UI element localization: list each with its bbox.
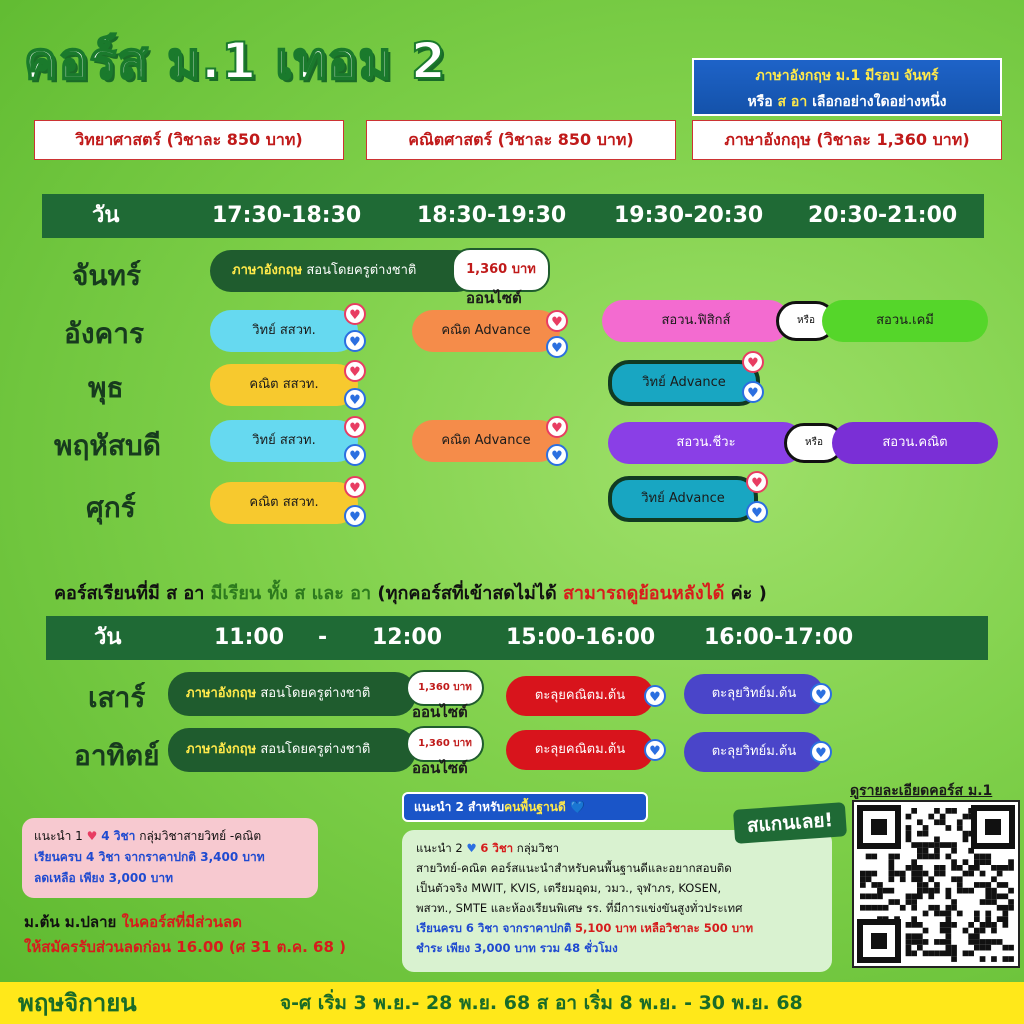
blue-heart-icon: ♥ [810,741,832,763]
day-thursday: พฤหัสบดี [54,429,161,462]
heart-icon: ♥ [742,351,764,373]
english-price-tag: 1,360 บาท [452,248,550,292]
rec2-normal-price: 5,100 บาท [574,921,637,935]
header-day: วัน [94,625,122,650]
blue-heart-icon: ♥ [742,381,764,403]
heart-icon: ♥ [86,829,98,843]
header-slot-2: 18:30-19:30 [417,203,567,228]
sci-adv-wed[interactable]: วิทย์ Advance [608,360,760,406]
heart-icon: ♥ [344,360,366,382]
weekend-note-b: มีเรียน ทั้ง ส และ อา [210,583,372,604]
math-posn-wed[interactable]: คณิต สสวท. [210,364,358,406]
header-slot-2: 12:00 [372,625,443,650]
header-dash: - [318,625,328,650]
day-tuesday: อังคาร [64,317,144,350]
rec2-group: กลุ่มวิชา [516,841,560,855]
class-subject: ภาษาอังกฤษ [186,686,257,701]
blue-heart-icon: ♥ [746,501,768,523]
math-posn-fri[interactable]: คณิต สสวท. [210,482,358,524]
rec2-tag-text: แนะนำ 2 สำหรับ [414,800,505,814]
blue-heart-icon: ♥ [344,330,366,352]
page-title: คอร์ส ม.1 เทอม 2 [24,32,447,90]
posn-math-thu[interactable]: สอวน.คณิต [832,422,998,464]
english-sunday-class[interactable] [168,728,416,772]
rec2-desc-2: เป็นตัวจริง MWIT, KVIS, เตรียมอุดม, วมว., จุฬาภร, KOSEN, [416,881,722,895]
blue-heart-icon: ♥ [644,685,666,707]
rec2-desc-3: พสวท., SMTE และห้องเรียนพิเศษ รร. ที่มีการแข่งขันสูงทั่วประเทศ [416,901,743,915]
sci-adv-fri[interactable]: วิทย์ Advance [608,476,758,522]
heart-icon: ♥ [746,471,768,493]
day-monday: จันทร์ [72,259,142,292]
english-price-tag: 1,360 บาท [406,726,484,762]
weekend-note-a: คอร์สเรียนที่มี ส อา [54,583,205,604]
day-friday: ศุกร์ [86,491,136,524]
rec1-final-price: เพียง 3,000 บาท [79,871,174,885]
rec2-pay: ชำระ [416,941,443,955]
math-adv-tue[interactable]: คณิต Advance [412,310,560,352]
recommendation-1 [22,818,318,898]
class-teacher: สอนโดยครูต่างชาติ [260,686,371,701]
weekday-schedule-header [42,194,984,238]
heart-icon: ♥ [546,416,568,438]
heart-icon: ♥ [344,476,366,498]
weekend-note-d: สามารถดูย้อนหลังได้ [562,583,725,604]
sci-posn-thu[interactable]: วิทย์ สสวท. [210,420,358,462]
class-subject: ภาษาอังกฤษ [186,742,257,757]
header-day: วัน [92,203,120,228]
weekend-note-c: (ทุกคอร์สที่เข้าสดไม่ได้ [377,583,557,604]
class-teacher: สอนโดยครูต่างชาติ [260,742,371,757]
heart-icon: ♥ [546,310,568,332]
weekend-note-e: ค่ะ ) [730,583,767,604]
blue-heart-icon: 💙 [569,800,585,814]
blue-heart-icon: ♥ [466,841,477,855]
month-label: พฤษจิกายน [18,989,137,1017]
rec1-group: กลุ่มวิชาสายวิทย์ -คณิต [139,829,262,843]
rec2-normal: เรียนครบ 6 วิชา จากราคาปกติ [416,921,572,935]
note-sat-sun: ส อา [777,94,808,110]
onsite-label: ออนไซต์ [412,759,468,777]
rec2-desc-1: สายวิทย์-คณิต คอร์สแนะนำสำหรับคนพื้นฐานดีและอยากสอบติด [416,861,732,875]
rec2-per-subject: เหลือวิชาละ 500 บาท [640,921,754,935]
math-price: คณิตศาสตร์ (วิชาละ 850 บาท) [366,120,676,160]
qr-code[interactable] [852,800,1020,968]
blue-heart-icon: ♥ [546,444,568,466]
class-subject: ภาษาอังกฤษ [232,263,303,278]
english-monday-class[interactable] [210,250,478,292]
rec1-title: แนะนำ 1 [34,829,83,843]
english-price-tag: 1,360 บาท [406,670,484,706]
header-slot-1: 17:30-18:30 [212,203,362,228]
or-badge: หรือ [776,301,836,341]
sale-deadline: ให้สมัครรับส่วนลดก่อน 16.00 (ศ 31 ต.ค. 68 ) [24,938,346,956]
class-teacher: สอนโดยครูต่างชาติ [306,263,417,278]
header-slot-1: 11:00 [214,625,285,650]
header-slot-4: 16:00-17:00 [704,625,854,650]
heart-icon: ♥ [344,303,366,325]
posn-physics-tue[interactable]: สอวน.ฟิสิกส์ [602,300,790,342]
rec1-normal-price: เรียนครบ 4 วิชา จากราคาปกติ 3,400 บาท [34,850,265,864]
rec2-count: 6 วิชา [480,841,514,855]
tutor-sci-sat[interactable]: ตะลุยวิทย์ม.ต้น [684,674,824,714]
day-sunday: อาทิตย์ [74,739,160,772]
qr-label[interactable]: ดูรายละเอียดคอร์ส ม.1 [850,783,993,799]
posn-bio-thu[interactable]: สอวน.ชีวะ [608,422,804,464]
math-adv-thu[interactable]: คณิต Advance [412,420,560,462]
blue-heart-icon: ♥ [344,444,366,466]
header-slot-4: 20:30-21:00 [808,203,958,228]
blue-heart-icon: ♥ [810,683,832,705]
footer-bar [0,982,1024,1024]
rec2-final: เพียง 3,000 บาท รวม 48 ชั่วโมง [446,941,618,955]
heart-icon: ♥ [344,416,366,438]
discount-note [24,910,346,960]
rec1-count: 4 วิชา [101,829,136,843]
onsite-label: ออนไซต์ [412,703,468,721]
note-monday: จันทร์ [904,68,939,84]
rec1-reduced: ลดเหลือ [34,871,76,885]
rec2-title: แนะนำ 2 [416,841,463,855]
english-round-note [692,58,1002,116]
header-slot-3: 15:00-16:00 [506,625,656,650]
scan-now-label: สแกนเลย! [733,802,847,844]
header-slot-3: 19:30-20:30 [614,203,764,228]
day-wednesday: พุธ [88,371,124,404]
rec2-tag-highlight: คนพื้นฐานดี [504,800,566,814]
blue-heart-icon: ♥ [344,388,366,410]
note-or: หรือ [747,94,773,110]
blue-heart-icon: ♥ [344,505,366,527]
day-saturday: เสาร์ [88,681,146,714]
posn-chem-tue[interactable]: สอวน.เคมี [822,300,988,342]
note-text: ภาษาอังกฤษ ม.1 มีรอบ [755,68,900,84]
recommendation-2-tag [402,792,648,822]
weekend-schedule-header [46,616,988,660]
english-saturday-class[interactable] [168,672,416,716]
date-range: จ-ศ เริ่ม 3 พ.ย.- 28 พ.ย. 68 ส อา เริ่ม 8 พ.ย. - 30 พ.ย. 68 [280,992,803,1014]
english-price: ภาษาอังกฤษ (วิชาละ 1,360 บาท) [692,120,1002,160]
tutor-math-sun[interactable]: ตะลุยคณิตม.ต้น [506,730,654,770]
recommendation-2 [402,830,832,972]
tutor-sci-sun[interactable]: ตะลุยวิทย์ม.ต้น [684,732,824,772]
sale-courses: ในคอร์สที่มีส่วนลด [121,913,242,931]
sale-levels: ม.ต้น ม.ปลาย [24,913,117,931]
blue-heart-icon: ♥ [546,336,568,358]
note-choose: เลือกอย่างใดอย่างหนึ่ง [812,94,947,110]
science-price: วิทยาศาสตร์ (วิชาละ 850 บาท) [34,120,344,160]
sci-posn-tue[interactable]: วิทย์ สสวท. [210,310,358,352]
onsite-label: ออนไซต์ [466,289,522,307]
blue-heart-icon: ♥ [644,739,666,761]
or-badge: หรือ [784,423,844,463]
tutor-math-sat[interactable]: ตะลุยคณิตม.ต้น [506,676,654,716]
weekend-note [54,578,767,607]
